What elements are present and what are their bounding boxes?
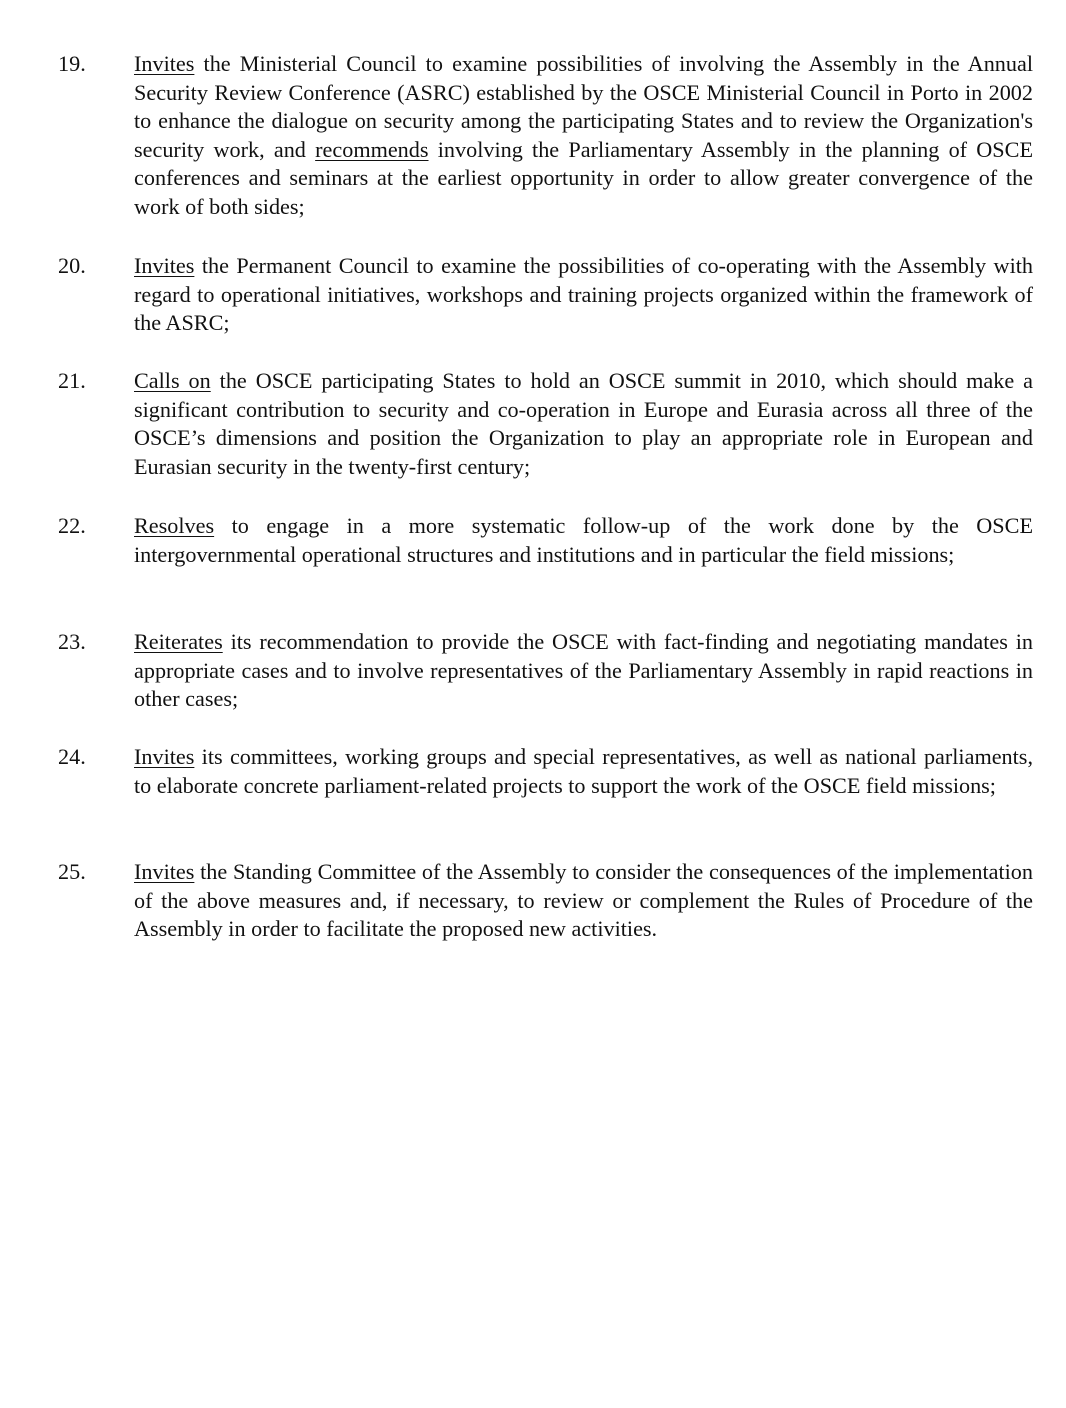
paragraph-body: to engage in a more systematic follow-up of the work done by the OSCE intergovernmental operational structures and institutions and in particular the field missions; — [134, 513, 1033, 567]
paragraph-number: 21. — [58, 368, 86, 393]
operative-verb: Invites — [134, 859, 195, 884]
paragraph-body: the Permanent Council to examine the possibilities of co-operating with the Assembly with regard to operational initiatives, workshops and training projects organized within the framework of the ASRC; — [134, 253, 1033, 336]
paragraph-number: 20. — [58, 253, 86, 278]
operative-verb: Invites — [134, 51, 195, 76]
paragraph-number: 22. — [58, 513, 86, 538]
operative-verb: Invites — [134, 744, 195, 769]
paragraph-number: 19. — [58, 51, 86, 76]
paragraph-22 — [58, 512, 1033, 569]
paragraph-body: the Standing Committee of the Assembly to consider the consequences of the implementation of the above measures and, if necessary, to review or complement the Rules of Procedure of the Assembly in order to facilitate the proposed new activities. — [134, 859, 1033, 942]
operative-verb: Invites — [134, 253, 195, 278]
paragraph-number: 23. — [58, 629, 86, 654]
paragraph-body: the Ministerial Council to examine possibilities of involving the Assembly in the Annual Security Review Conference (ASRC) established by the OSCE Ministerial Council in Porto in 2002 to enhance the dialogue on security among the participating States and to review the Organization's security work, and — [134, 51, 1033, 162]
paragraph-20 — [58, 252, 1033, 338]
paragraph-body-continued: involving the Parliamentary Assembly in the planning of OSCE conferences and seminars at the earliest opportunity in order to allow greater convergence of the work of both sides; — [134, 136, 1034, 219]
paragraph-text — [134, 743, 1033, 800]
paragraph-body: the OSCE participating States to hold an OSCE summit in 2010, which should make a significant contribution to security and co-operation in Europe and Eurasia across all three of the OSCE’s dimensions and position the Organization to play an appropriate role in European and Eurasian security in the twenty-first century; — [134, 368, 1033, 479]
paragraph-25 — [58, 858, 1033, 944]
paragraph-text — [134, 252, 1033, 338]
paragraph-19 — [58, 50, 1033, 222]
paragraph-body: its recommendation to provide the OSCE with fact-finding and negotiating mandates in appropriate cases and to involve representatives of the Parliamentary Assembly in rapid reactions in other cases; — [134, 629, 1033, 712]
paragraph-body: its committees, working groups and special representatives, as well as national parliaments, to elaborate concrete parliament-related projects to support the work of the OSCE field missions; — [134, 744, 1033, 798]
paragraph-text — [134, 367, 1033, 481]
paragraph-24 — [58, 743, 1033, 800]
paragraph-text — [134, 858, 1033, 944]
paragraph-text — [134, 512, 1033, 569]
paragraph-21 — [58, 367, 1033, 481]
paragraph-text — [134, 50, 1033, 222]
operative-verb: Calls on — [134, 368, 211, 393]
paragraph-text — [134, 628, 1033, 714]
operative-verb: Reiterates — [134, 629, 223, 654]
operative-keyword: recommends — [315, 136, 429, 162]
paragraph-number: 24. — [58, 744, 86, 769]
operative-verb: Resolves — [134, 513, 215, 538]
paragraph-number: 25. — [58, 859, 86, 884]
paragraph-23 — [58, 628, 1033, 714]
